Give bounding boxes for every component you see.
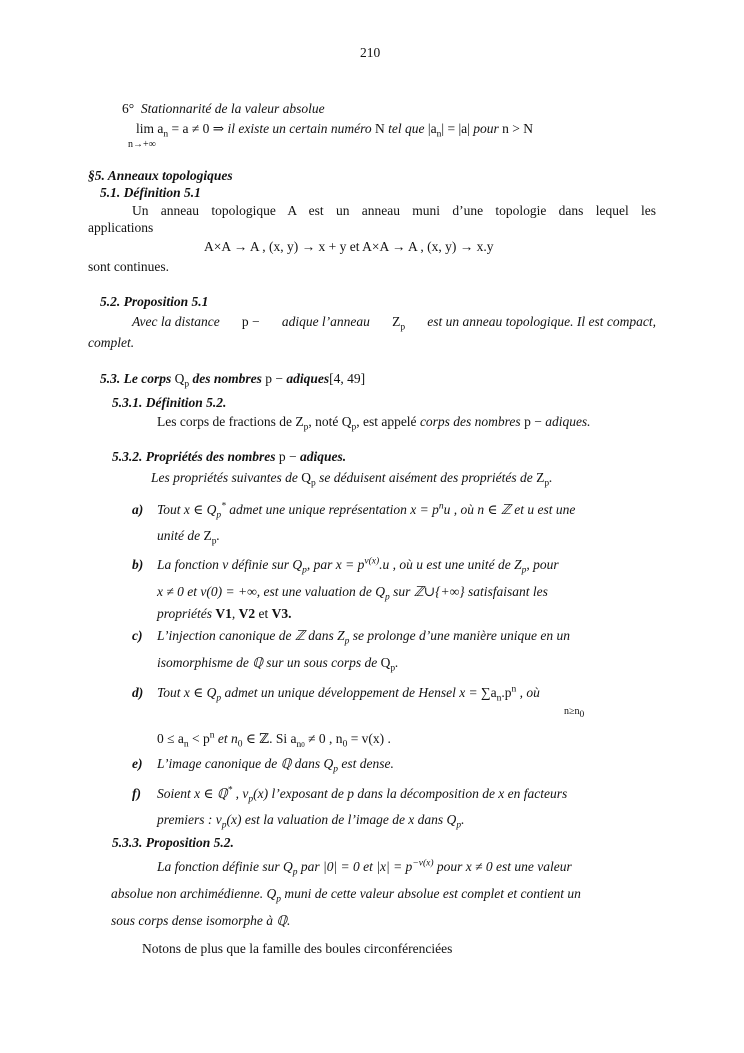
text: p − — [275, 449, 300, 464]
text: adiques. — [545, 414, 591, 429]
text: se prolonge d’une manière unique en un — [349, 628, 570, 643]
text: 5.3.2. Propriétés des nombres — [112, 449, 276, 464]
text: $Z_p$ — [200, 528, 217, 547]
item-c-line1 — [157, 627, 570, 645]
paragraph-5-2-end: complet. — [88, 335, 135, 350]
sup: * — [227, 785, 233, 796]
text: $Q_p$ — [171, 371, 190, 390]
text: (x) est la valuation de l’image de x dans Q — [226, 812, 457, 827]
formula-part: lim a — [136, 121, 164, 136]
text: Soient x ∈ ℚ — [157, 786, 228, 801]
text: corps des nombres — [419, 414, 521, 429]
sub: p — [333, 764, 338, 775]
item-c-line2 — [157, 654, 399, 672]
subsubsection-5-3-1: 5.3.1. Définition 5.2. — [112, 395, 227, 410]
item-number: 6° — [122, 101, 135, 116]
sub: p — [456, 820, 462, 831]
item-label-d: d) — [132, 685, 144, 700]
text: L’image canonique de ℚ dans Q — [157, 756, 334, 771]
limit-formula — [136, 120, 533, 138]
item-b-line3 — [157, 605, 292, 623]
text: $Z_p$ — [392, 314, 406, 333]
text: ≠ 0 , n — [304, 731, 343, 746]
paragraph-5-3-3-line2 — [111, 885, 581, 903]
text: La fonction définie sur Q — [157, 859, 293, 874]
sup: n — [438, 501, 444, 512]
item-b-line1 — [157, 556, 559, 574]
item-d-line2 — [157, 730, 391, 748]
text: V1 — [215, 606, 232, 621]
text: adique l’anneau — [281, 314, 370, 329]
text: x ≠ 0 et v(0) = +∞, est une valuation de Q — [157, 584, 385, 599]
sub: p — [521, 565, 527, 576]
text: 5.3. Le corps — [100, 371, 172, 386]
text: muni de cette valeur absolue est complet et contient un — [280, 886, 581, 901]
sub: p — [344, 636, 350, 647]
page-number: 210 — [360, 45, 381, 60]
text: $Z_p$ — [532, 470, 550, 489]
text: , pour — [526, 557, 559, 572]
formula-part: |a — [424, 121, 437, 136]
sum-index: $n\ge n_0$ — [564, 706, 585, 720]
paragraph-5-1-cont: applications — [88, 220, 154, 235]
item-b-line2 — [157, 583, 548, 601]
subsection-heading-5-1: 5.1. Définition 5.1 — [100, 185, 201, 200]
item-label-f: f) — [132, 786, 141, 801]
formula-sub: n — [436, 129, 442, 140]
text: $Q_p$ — [297, 470, 316, 489]
formula-sub: n — [163, 129, 169, 140]
text: ∈ ℤ. Si a — [242, 731, 297, 746]
sub: p — [302, 565, 307, 576]
text: adiques — [286, 371, 330, 386]
paragraph-5-1: Un anneau topologique A est un anneau muni d’une topologie dans lequel les — [132, 203, 656, 218]
text: pour x ≠ 0 est une valeur — [433, 859, 572, 874]
item-label-c: c) — [132, 628, 143, 643]
text: . — [216, 528, 220, 543]
text: $Z_p$ — [291, 414, 309, 433]
paragraph-5-1-end: sont continues. — [88, 259, 169, 274]
paragraph-5-3-3-line1 — [157, 858, 572, 876]
item-label-a: a) — [132, 502, 144, 517]
sub: n — [183, 739, 189, 750]
text: p − — [241, 314, 260, 329]
formula-part: n > N — [498, 121, 533, 136]
subsubsection-5-3-2 — [112, 448, 346, 466]
text: Avec la distance — [132, 314, 220, 329]
text: propriétés — [157, 606, 216, 621]
formula-text: il existe un certain numéro — [227, 121, 372, 136]
text: Tout x ∈ Q — [157, 685, 217, 700]
stationnarite-heading — [122, 100, 325, 118]
text: .u , où u est une unité de Z — [379, 557, 522, 572]
sub: p — [216, 510, 222, 521]
sub: p — [276, 894, 281, 905]
text: V2 — [238, 606, 256, 621]
section-heading-5: §5. Anneaux topologiques — [88, 168, 233, 183]
limit-subscript: n→+∞ — [128, 139, 156, 150]
text: unité de — [157, 528, 201, 543]
paragraph-5-3-1 — [157, 413, 591, 431]
text: = v(x) . — [347, 731, 391, 746]
text: , v — [232, 786, 249, 801]
sup: n — [209, 730, 215, 741]
text: est un anneau topologique. Il est compact, — [427, 314, 656, 329]
text: p − — [261, 371, 287, 386]
item-a-line1 — [157, 501, 575, 519]
text: La fonction v définie sur Q — [157, 557, 303, 572]
formula-part: N — [371, 121, 389, 136]
text: 0 ≤ a — [157, 731, 184, 746]
formula-5-1: A×A → A , (x, y) → x + y et A×A → A , (x, y) → x.y — [204, 239, 494, 254]
text: . — [549, 470, 553, 485]
text: par |0| = 0 et |x| = p — [297, 859, 413, 874]
text: isomorphisme de ℚ sur un sous corps de — [157, 655, 378, 670]
sup: −v(x) — [412, 858, 434, 869]
subsection-heading-5-2: 5.2. Proposition 5.1 — [100, 294, 209, 309]
subsubsection-5-3-3: 5.3.3. Proposition 5.2. — [112, 835, 234, 850]
formula-text: pour — [473, 121, 499, 136]
item-a-line2 — [157, 527, 220, 545]
text: admet une unique représentation x = p — [225, 502, 439, 517]
text: Tout x ∈ Q — [157, 502, 217, 517]
text: , — [231, 606, 239, 621]
text: L’injection canonique de ℤ dans Z — [157, 628, 345, 643]
text: est dense. — [337, 756, 394, 771]
text: $Q_p$ — [338, 414, 357, 433]
text: , où — [516, 685, 540, 700]
closing-paragraph: Notons de plus que la famille des boules circonférenciées — [142, 941, 453, 956]
formula-part: = a ≠ 0 ⇒ — [168, 121, 228, 136]
sup: v(x) — [364, 556, 380, 567]
text: $Q_p$ — [377, 655, 396, 674]
text: , par x = p — [306, 557, 365, 572]
sub: p — [221, 820, 227, 831]
formula-part: | = |a| — [441, 121, 474, 136]
text: des nombres — [189, 371, 262, 386]
text: p − — [520, 414, 546, 429]
sub: 0 — [237, 739, 243, 750]
formula-text: tel que — [388, 121, 425, 136]
paragraph-5-2 — [132, 313, 656, 331]
text: . — [461, 812, 465, 827]
item-label-b: b) — [132, 557, 144, 572]
sub: p — [384, 592, 390, 603]
sub: 0 — [342, 739, 348, 750]
text: . — [395, 655, 399, 670]
text: Les propriétés suivantes de — [151, 470, 298, 485]
text: , est appelé — [356, 414, 420, 429]
item-e-line1 — [157, 755, 394, 773]
text: Les corps de fractions de — [157, 414, 292, 429]
text: u , où n ∈ ℤ et u est une — [443, 502, 576, 517]
sub: p — [216, 693, 222, 704]
paragraph-5-3-2 — [151, 469, 552, 487]
text: premiers : v — [157, 812, 222, 827]
text: admet un unique développement de Hensel x = — [221, 685, 482, 700]
text: sur ℤ∪{+∞} satisfaisant les — [389, 584, 548, 599]
hensel-sum: $\sum a_n.p^n$ — [481, 684, 517, 704]
text: (x) l’exposant de p dans la décomposition de x en facteurs — [253, 786, 568, 801]
subsection-heading-5-3 — [100, 370, 365, 388]
text: , noté — [308, 414, 339, 429]
sub: n0 — [296, 739, 305, 750]
heading-text: Stationnarité de la valeur absolue — [140, 101, 325, 116]
item-f-line1 — [157, 785, 567, 803]
sub: p — [292, 867, 298, 878]
text: et — [255, 606, 272, 621]
item-f-line2 — [157, 811, 464, 829]
paragraph-5-3-3-line3: sous corps dense isomorphe à ℚ. — [111, 913, 291, 928]
text: < p — [188, 731, 210, 746]
text: absolue non archimédienne. Q — [111, 886, 277, 901]
item-d-line1 — [157, 684, 540, 702]
text: se déduisent aisément des propriétés de — [315, 470, 533, 485]
text: V3. — [271, 606, 292, 621]
sup: * — [221, 501, 226, 512]
citation: [4, 49] — [329, 371, 366, 386]
text: adiques. — [300, 449, 347, 464]
sub: p — [248, 794, 254, 805]
item-label-e: e) — [132, 756, 143, 771]
text: et n — [214, 731, 238, 746]
